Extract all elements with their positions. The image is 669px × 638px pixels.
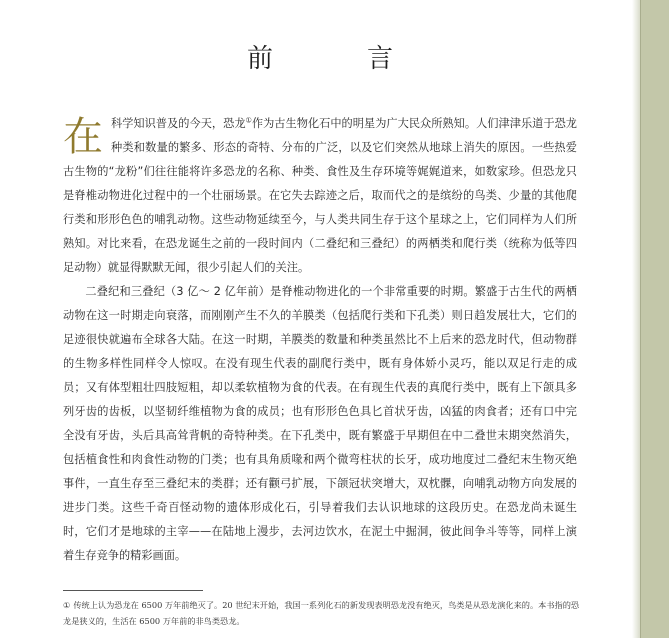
footnote-divider — [63, 590, 203, 591]
body-text — [63, 112, 577, 568]
footnote-marker: ① — [63, 600, 71, 610]
side-color-band — [640, 0, 669, 638]
paragraph-1-rest: 作为古生物化石中的明星为广大民众所熟知。人们津津乐道于恐龙种类和数量的繁多、形态的奇特、分布的广泛，以及它们突然从地球上消失的原因。一些热爱古生物的“龙粉”们往往能将许多恐龙的名称、种类、食性及生存环境等娓娓道来，如数家珍。但恐龙只是脊椎动物进化过程中的一个壮丽场景。在它失去踪迹之后，取而代之的是缤纷的鸟类、少量的其他爬行类和形形色色的哺乳动物。这些动物延续至今，与人类共同生存于这个星球之上，它们同样为人们所熟知。对比来看，在恐龙诞生之前的一段时间内（二叠纪和三叠纪）的两栖类和爬行类（统称为低等四足动物）就显得默默无闻，很少引起人们的关注。 — [63, 117, 577, 274]
page-edge-shadow — [632, 0, 640, 638]
paragraph-1-start: 科学知识普及的今天，恐龙 — [111, 117, 246, 130]
footnote-reference[interactable]: ① — [245, 116, 252, 125]
footnote-text: 传统上认为恐龙在 6500 万年前绝灭了。20 世纪末开始，我国一系列化石的新发现表明恐龙没有绝灭，鸟类是从恐龙演化来的。本书指的恐龙是狭义的，生活在 6500 万年前的非鸟类恐龙。 — [63, 600, 580, 626]
page-title: 前 言 — [246, 44, 427, 74]
paragraph-2: 二叠纪和三叠纪（3 亿～ 2 亿年前）是脊椎动物进化的一个非常重要的时期。繁盛于古生代的两栖动物在这一时期走向衰落，而刚刚产生不久的羊膜类（包括爬行类和下孔类）则日趋发展壮大，它们的足迹很快就遍布全球各大陆。在这一时期，羊膜类的数量和种类虽然比不上后来的恐龙时代，但动物群的生物多样性同样令人惊叹。在没有现生代表的副爬行类中，既有身体娇小灵巧，能以双足行走的成员；又有体型粗壮四肢短粗，却以柔软植物为食的代表。在有现生代表的真爬行类中，既有上下颌具多列牙齿的齿板，以坚韧纤维植物为食的成员；也有形形色色具匕首状牙齿，凶猛的肉食者；还有口中完全没有牙齿，头后具高耸背帆的奇特种类。在下孔类中，既有繁盛于早期但在中二叠世末期突然消失，包括植食性和肉食性动物的门类；也有具角质喙和两个微弯柱状的长牙，成功地度过二叠纪末生物灭绝事件，一直生存至三叠纪末的类群；还有颧弓扩展，下颌冠状突增大，双枕髁，向哺乳动物方向发展的进步门类。这些千奇百怪动物的遗体形成化石，引导着我们去认识地球的这段历史。在恐龙尚未诞生时，它们才是地球的主宰——在陆地上漫步，去河边饮水，在泥土中掘洞，彼此间争斗等等，同样上演着生存竞争的精彩画面。 — [63, 285, 577, 562]
paragraph-1 — [63, 112, 577, 280]
dropcap: 在 — [63, 114, 103, 160]
footnote — [63, 597, 583, 629]
